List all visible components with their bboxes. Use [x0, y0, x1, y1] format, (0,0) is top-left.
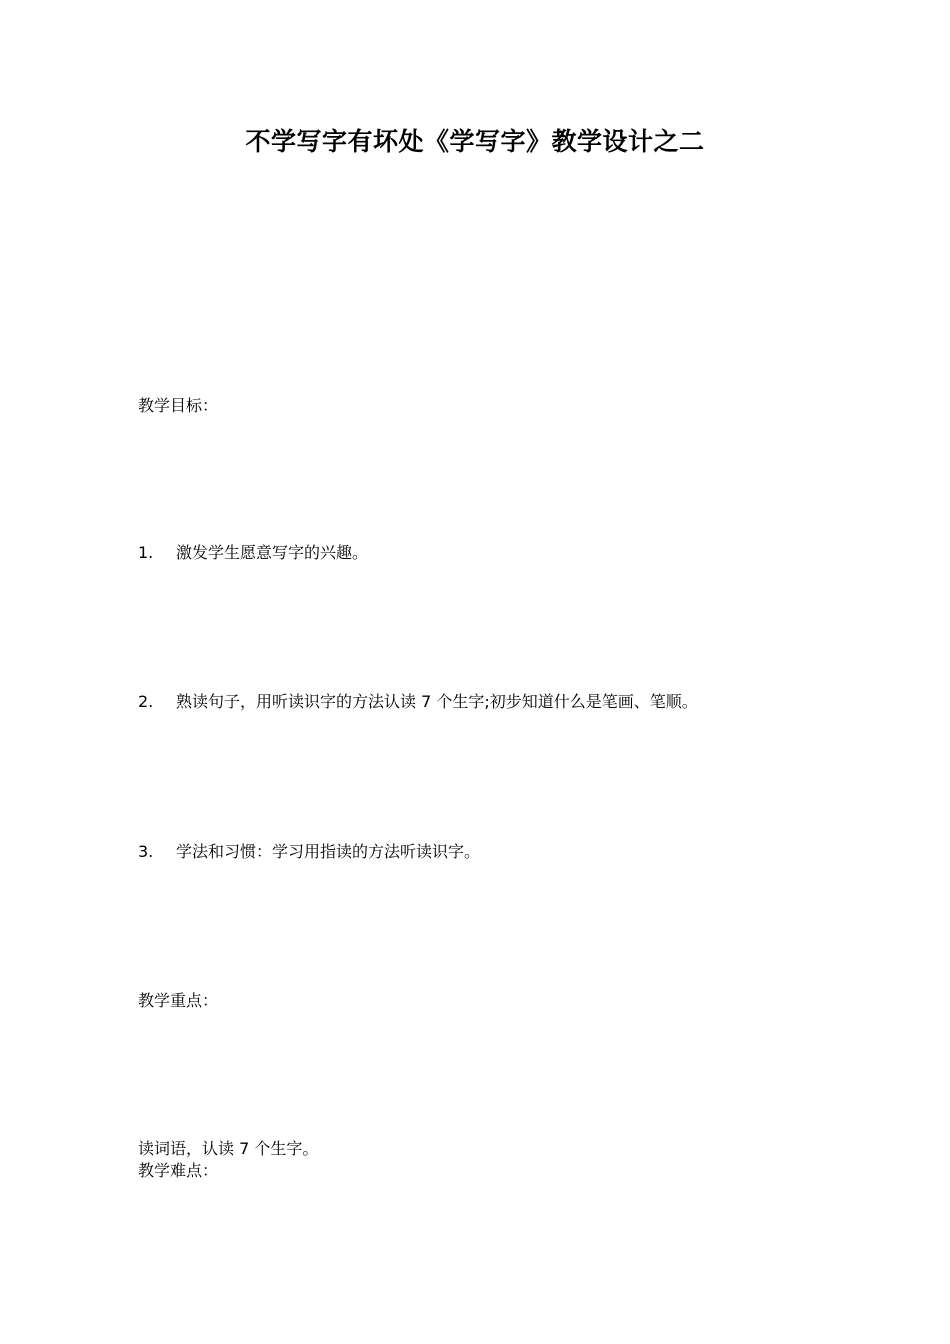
objectives-heading: 教学目标： [138, 396, 219, 415]
objective-text: 激发学生愿意写字的兴趣。 [176, 543, 369, 562]
objective-number: 3. [138, 842, 154, 861]
difficulties-heading: 教学难点： [138, 1161, 219, 1180]
key-points-heading: 教学重点： [138, 991, 219, 1010]
objective-text: 学法和习惯：学习用指读的方法听读识字。 [176, 842, 481, 861]
objective-item [138, 542, 368, 564]
objective-text: 熟读句子，用听读识字的方法认读 7 个生字;初步知道什么是笔画、笔顺。 [176, 692, 698, 711]
objective-item [138, 691, 698, 713]
key-points-text: 读词语，认读 7 个生字。 [138, 1139, 319, 1158]
objective-number: 2. [138, 692, 154, 711]
document-title: 不学写字有坏处《学写字》教学设计之二 [245, 127, 705, 156]
objective-number: 1. [138, 543, 154, 562]
objective-item [138, 841, 480, 863]
